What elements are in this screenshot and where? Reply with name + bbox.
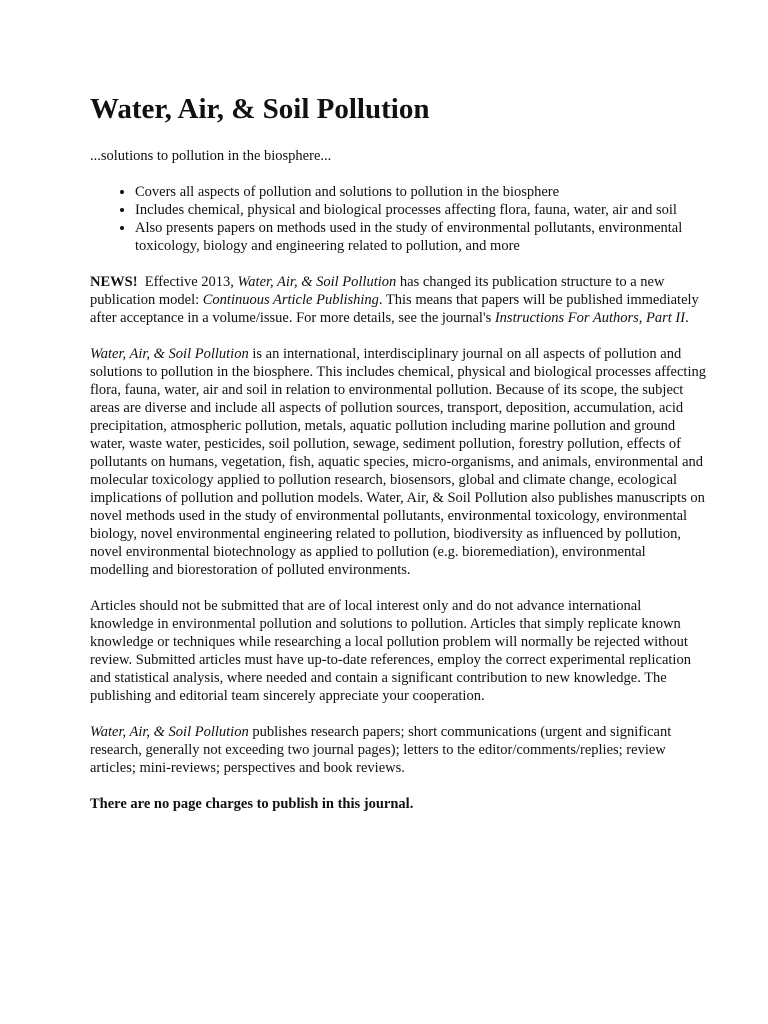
article-types-paragraph [90,723,708,777]
journal-name: Water, Air, & Soil Pollution [90,723,249,740]
scope-paragraph [90,345,708,579]
tagline: ...solutions to pollution in the biosphere... [90,147,332,164]
journal-name: Water, Air, & Soil Pollution [90,345,249,362]
news-paragraph [90,273,708,327]
list-item: • Covers all aspects of pollution and solutions to pollution in the biosphere [135,183,708,201]
page-charges-note [90,795,708,813]
submission-policy-paragraph: Articles should not be submitted that are of local interest only and do not advance international knowledge in environmental pollution and solutions to pollution. Articles that simply replicate known knowledge or techniques while researching a local pollution problem will normally be rejected without review. Submitted articles must have up-to-date references, employ the correct experimental replication and statistical analysis, where needed and contain a significant contribution to new knowledge. The publishing and editorial team sincerely appreciate your cooperation. [90,597,691,704]
news-text-1: Effective 2013, [137,273,238,290]
list-item: • Includes chemical, physical and biological processes affecting flora, fauna, water, air and soil [135,201,708,219]
news-text-4: . [685,309,689,326]
list-item: • Also presents papers on methods used in the study of environmental pollutants, environmental toxicology, biology and engineering related to pollution, and more [135,219,708,255]
instructions-link: Instructions For Authors, Part II [494,309,686,326]
page-title: Water, Air, & Soil Pollution [90,93,430,125]
news-text-2: has changed its publication structure to a new publication model: [90,273,665,308]
news-text-3: . This means that papers will be published immediately after acceptance in a volume/issue. For more details, see the journal's [90,291,699,326]
scope-text: is an international, interdisciplinary journal on all aspects of pollution and solutions to pollution in the biosphere. This includes chemical, physical and biological processes affecting flora, fauna, water, air and soil in relation to environmental pollution. Because of its scope, the subject areas are diverse and include all aspects of pollution sources, transport, deposition, accumulation, acid precipitation, atmospheric pollution, metals, aquatic pollution including marine pollution and ground water, waste water, pesticides, soil pollution, sewage, sediment pollution, forestry pollution, effects of pollutants on humans, vegetation, fish, aquatic species, micro-organisms, and animals, environmental and molecular toxicology applied to pollution research, biosensors, global and climate change, ecological implications of pollution and pollution models. Water, Air, & Soil Pollution also publishes manuscripts on novel methods used in the study of environmental pollutants, environmental toxicology, environmental biology, novel environmental engineering related to pollution, biodiversity as influenced by pollution, novel environmental biotechnology as applied to pollution (e.g. bioremediation), environmental modelling and biorestoration of polluted environments. [90,345,706,578]
article-types-text: publishes research papers; short communications (urgent and significant research, generally not exceeding two journal pages); letters to the editor/comments/replies; review articles; mini-reviews; perspectives and book reviews. [90,723,672,776]
publishing-model: Continuous Article Publishing [202,291,379,308]
page-charges-text: There are no page charges to publish in this journal. [90,795,414,812]
news-label: NEWS! [90,273,138,290]
feature-list [90,183,708,255]
journal-name: Water, Air, & Soil Pollution [237,273,397,290]
